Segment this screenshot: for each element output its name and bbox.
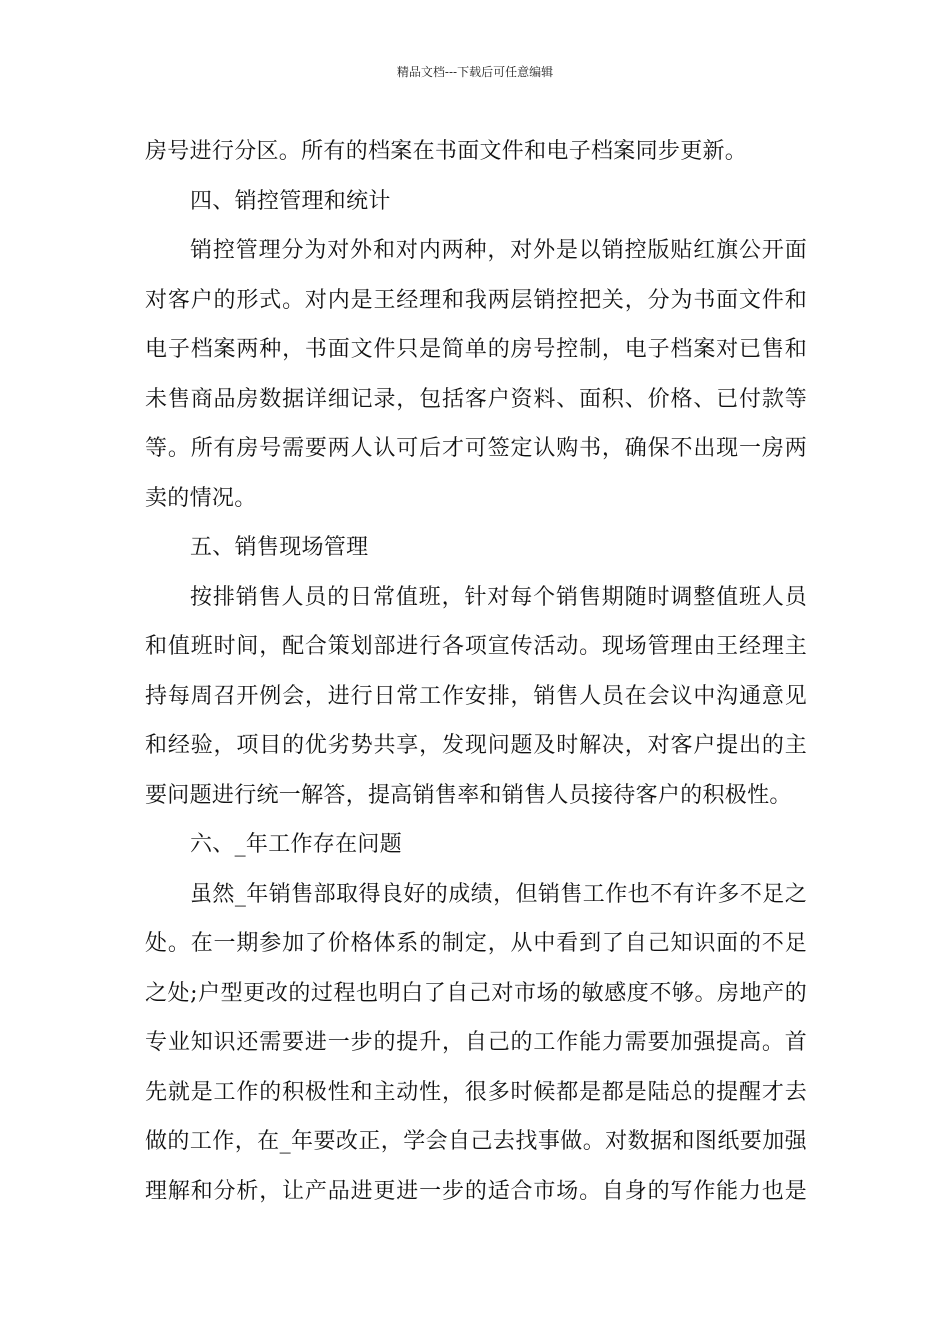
text-line: 按排销售人员的日常值班，针对每个销售期随时调整值班人员	[190, 584, 807, 610]
text-line: 电子档案两种，书面文件只是简单的房号控制，电子档案对已售和	[145, 337, 807, 362]
section-heading: 四、销控管理和统计	[190, 188, 391, 214]
section-heading: 五、销售现场管理	[190, 535, 369, 560]
text-line: 先就是工作的积极性和主动性，很多时候都是都是陆总的提醒才去	[145, 1079, 807, 1105]
text-line: 和经验，项目的优劣势共享，发现问题及时解决，对客户提出的主	[145, 733, 807, 758]
text-line: 虽然_年销售部取得良好的成绩，但销售工作也不有许多不足之	[190, 881, 807, 907]
text-line: 对客户的形式。对内是王经理和我两层销控把关，分为书面文件和	[145, 287, 807, 313]
text-line: 要问题进行统一解答，提高销售率和销售人员接待客户的积极性。	[145, 782, 792, 808]
text-line: 持每周召开例会，进行日常工作安排，销售人员在会议中沟通意见	[145, 683, 807, 709]
text-line: 之处;户型更改的过程也明白了自己对市场的敏感度不够。房地产的	[145, 980, 807, 1006]
document-body	[145, 127, 807, 1216]
page-header: 精品文档---下载后可任意编辑	[396, 65, 554, 79]
text-line: 处。在一期参加了价格体系的制定，从中看到了自己知识面的不足	[145, 931, 807, 956]
text-line: 销控管理分为对外和对内两种，对外是以销控版贴红旗公开面	[190, 238, 807, 263]
text-line: 理解和分析，让产品进更进一步的适合市场。自身的写作能力也是	[145, 1178, 807, 1204]
text-line: 专业知识还需要进一步的提升，自己的工作能力需要加强提高。首	[145, 1030, 807, 1055]
text-line: 等。所有房号需要两人认可后才可签定认购书，确保不出现一房两	[145, 436, 807, 461]
text-line: 未售商品房数据详细记录，包括客户资料、面积、价格、已付款等	[145, 386, 807, 412]
text-line: 和值班时间，配合策划部进行各项宣传活动。现场管理由王经理主	[145, 634, 807, 659]
text-line: 做的工作，在_年要改正，学会自己去找事做。对数据和图纸要加强	[145, 1129, 807, 1154]
text-line: 房号进行分区。所有的档案在书面文件和电子档案同步更新。	[145, 139, 748, 164]
text-line: 卖的情况。	[145, 485, 257, 511]
section-heading: 六、_年工作存在问题	[190, 832, 403, 857]
